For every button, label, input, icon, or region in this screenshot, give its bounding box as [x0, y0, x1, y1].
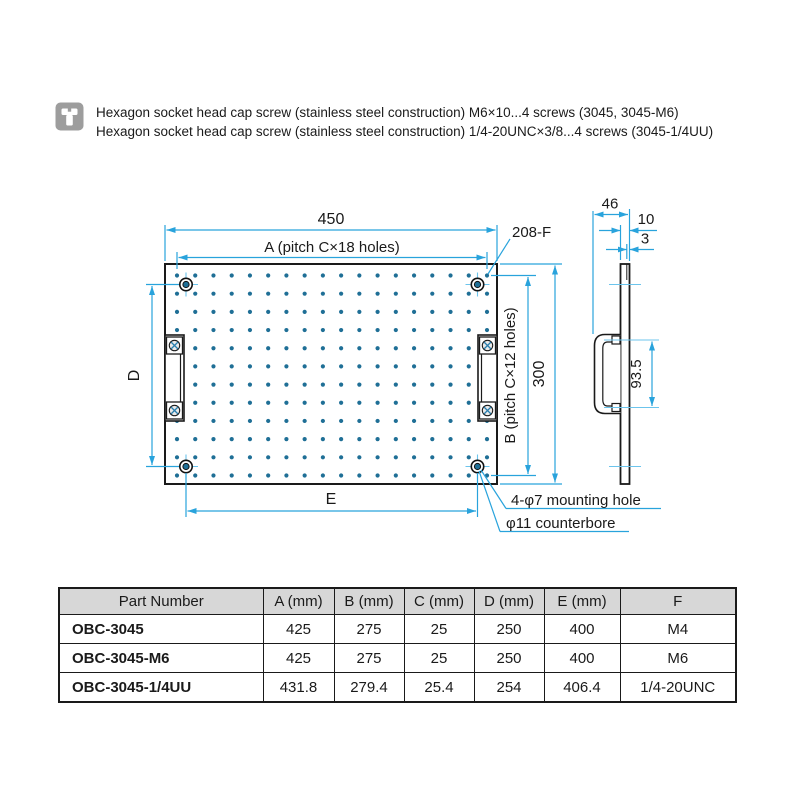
table-row — [59, 673, 736, 703]
table-cell: 279.4 — [334, 673, 404, 703]
dim-3-label: 3 — [640, 230, 650, 248]
handle-screw-icon — [169, 340, 179, 350]
table-cell: 1/4-20UNC — [620, 673, 736, 703]
table-cell: 25.4 — [404, 673, 474, 703]
left-handle — [165, 335, 184, 421]
front-view — [126, 211, 661, 532]
table-cell: 250 — [474, 615, 544, 644]
table-cell: 275 — [334, 644, 404, 673]
counterbore-label: φ11 counterbore — [506, 515, 616, 532]
dimension-93-5 — [628, 342, 652, 407]
part-number-cell: OBC-3045-M6 — [59, 644, 263, 673]
plate-outline — [165, 264, 497, 484]
col-header-a: A (mm) — [263, 588, 334, 615]
table-cell: 25 — [404, 615, 474, 644]
table-cell: 25 — [404, 644, 474, 673]
table-cell: 250 — [474, 644, 544, 673]
col-header-f: F — [620, 588, 736, 615]
handle-screw-icon — [482, 340, 492, 350]
dim-300-label: 300 — [531, 360, 548, 388]
side-view — [593, 196, 659, 485]
part-number-cell: OBC-3045 — [59, 615, 263, 644]
dim-46-label: 46 — [601, 195, 619, 213]
thread-count-label: 208-F — [512, 224, 552, 241]
table-header-row — [59, 588, 736, 615]
col-header-e: E (mm) — [544, 588, 620, 615]
col-header-c: C (mm) — [404, 588, 474, 615]
mounting-hole-label: 4-φ7 mounting hole — [511, 492, 641, 509]
table-cell: 425 — [263, 644, 334, 673]
table-cell: 400 — [544, 644, 620, 673]
col-header-b: B (mm) — [334, 588, 404, 615]
table-cell: 254 — [474, 673, 544, 703]
side-handle — [595, 335, 621, 414]
dim-450-label: 450 — [317, 211, 345, 228]
dim-a-label: A (pitch C×18 holes) — [264, 239, 400, 256]
table-row — [59, 615, 736, 644]
dim-e-label: E — [325, 491, 337, 508]
note-line-1: Hexagon socket head cap screw (stainless steel construction) M6×10...4 screws (3045, 3045-M6) — [96, 105, 679, 120]
parts-table — [58, 587, 737, 703]
dim-10-label: 10 — [637, 211, 655, 228]
dim-b-label: B (pitch C×12 holes) — [502, 307, 519, 444]
table-cell: 406.4 — [544, 673, 620, 703]
note-line-2: Hexagon socket head cap screw (stainless steel construction) 1/4-20UNC×3/8...4 screws (3045-1/4UU) — [96, 124, 714, 139]
table-cell: 431.8 — [263, 673, 334, 703]
table-cell: M4 — [620, 615, 736, 644]
part-number-cell: OBC-3045-1/4UU — [59, 673, 263, 703]
col-header-d: D (mm) — [474, 588, 544, 615]
dim-93-5-label: 93.5 — [628, 359, 645, 389]
table-cell: 425 — [263, 615, 334, 644]
handle-screw-icon — [482, 405, 492, 415]
right-handle — [478, 335, 497, 421]
col-header-part-number: Part Number — [59, 588, 263, 615]
table-cell: 275 — [334, 615, 404, 644]
handle-screw-icon — [169, 405, 179, 415]
table-cell: 400 — [544, 615, 620, 644]
dim-d-label: D — [126, 369, 143, 382]
table-cell: M6 — [620, 644, 736, 673]
table-row — [59, 644, 736, 673]
